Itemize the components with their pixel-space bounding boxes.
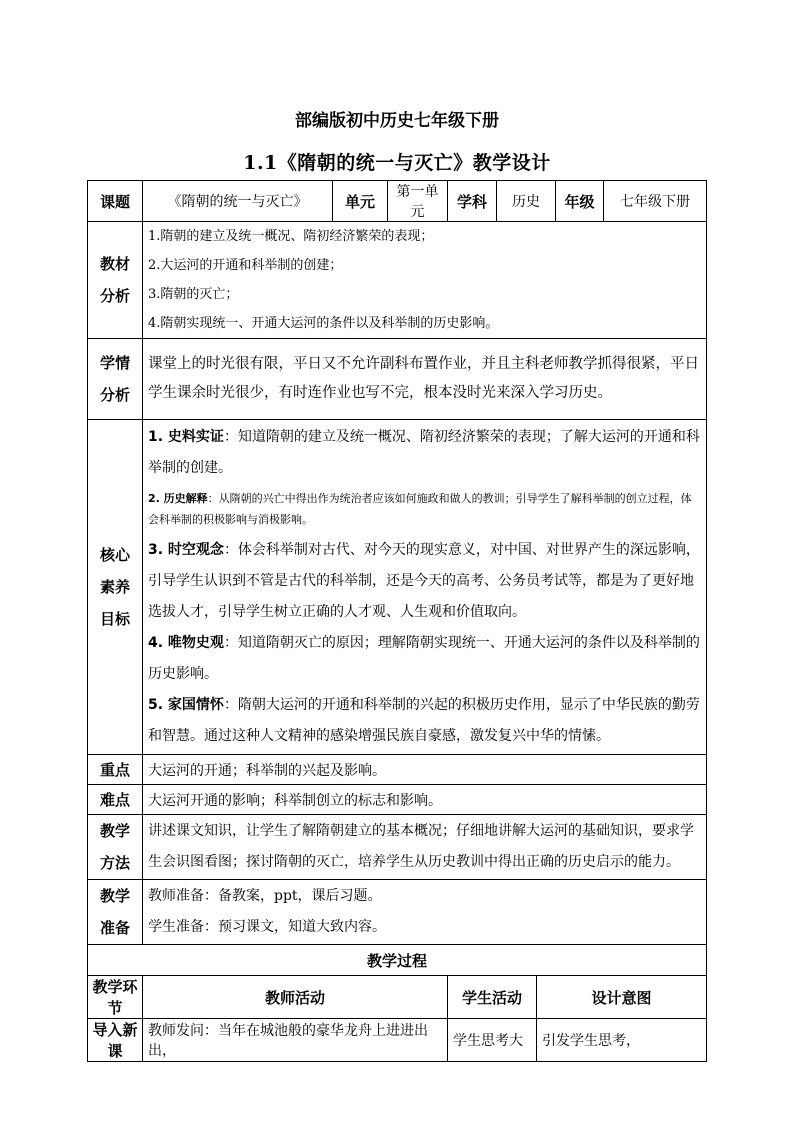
prep-content — [143, 880, 707, 945]
process-stage: 导入新课 — [88, 1019, 143, 1062]
process-row — [88, 1019, 707, 1062]
material-item: 4.隋朝实现统一、开通大运河的条件以及科举制的历史影响。 — [148, 316, 499, 331]
process-teacher-activity: 教师发问：当年在城池般的豪华龙舟上进进出出， — [143, 1019, 448, 1062]
process-title-row — [88, 945, 707, 976]
goal-item: 1. 史料实证：知道隋朝的建立及统一概况、隋初经济繁荣的表现；了解大运河的开通和科举制的创建。 — [148, 429, 700, 476]
process-header-stage: 教学环节 — [88, 976, 143, 1019]
process-header-teacher: 教师活动 — [143, 976, 448, 1019]
key-points-text: 大运河的开通；科举制的兴起及影响。 — [143, 755, 707, 785]
students-label: 学情 分析 — [88, 339, 143, 420]
process-header-intent: 设计意图 — [537, 976, 707, 1019]
students-text: 课堂上的时光很有限，平日又不允许副科布置作业，并且主科老师教学抓得很紧，平日学生课余时光很少，有时连作业也写不完，根本没时光来深入学习历史。 — [143, 339, 707, 420]
goals-label: 核心 素养 目标 — [88, 420, 143, 755]
grade-label: 年级 — [556, 181, 604, 222]
goals-content — [143, 420, 707, 755]
material-item: 1.隋朝的建立及统一概况、隋初经济繁荣的表现； — [148, 229, 434, 244]
process-header-student: 学生活动 — [448, 976, 537, 1019]
prep-label: 教学 准备 — [88, 880, 143, 945]
course-value: 《隋朝的统一与灭亡》 — [143, 181, 333, 222]
course-label: 课题 — [88, 181, 143, 222]
subject-label: 学科 — [448, 181, 497, 222]
material-label: 教材 分析 — [88, 222, 143, 339]
student-prep: 学生准备：预习课文，知道大致内容。 — [148, 919, 386, 935]
goal-item: 3. 时空观念：体会科举制对古代、对今天的现实意义，对中国、对世界产生的深远影响，引导学生认识到不管是古代的科举制，还是今天的高考、公务员考试等，都是为了更好地选拔人才，引导学生树立正确的人才观、人生观和价值取向。 — [148, 542, 700, 620]
unit-label: 单元 — [333, 181, 388, 222]
info-row — [88, 181, 707, 222]
document-subtitle: 1.1《隋朝的统一与灭亡》教学设计 — [243, 152, 551, 174]
key-points-row — [88, 755, 707, 785]
goals-row — [88, 420, 707, 755]
key-points-label: 重点 — [88, 755, 143, 785]
document-title: 部编版初中历史七年级下册 — [295, 111, 499, 131]
lesson-plan-table — [87, 180, 707, 1062]
goal-item: 5. 家国情怀：隋朝大运河的开通和科举制的兴起的积极历史作用，显示了中华民族的勤劳和智慧。通过这种人文精神的感染增强民族自豪感，激发复兴中华的情愫。 — [148, 697, 700, 744]
material-content — [143, 222, 707, 339]
method-label: 教学 方法 — [88, 815, 143, 880]
method-text: 讲述课文知识，让学生了解隋朝建立的基本概况；仔细地讲解大运河的基础知识，要求学生会识图看图；探讨隋朝的灭亡，培养学生从历史教训中得出正确的历史启示的能力。 — [143, 815, 707, 880]
material-item: 2.大运河的开通和科举制的创建； — [148, 258, 343, 273]
material-item: 3.隋朝的灭亡； — [148, 287, 239, 302]
subject-value: 历史 — [497, 181, 556, 222]
prep-row — [88, 880, 707, 945]
process-student-activity: 学生思考大 — [448, 1019, 537, 1062]
teacher-prep: 教师准备：备教案，ppt，课后习题。 — [148, 888, 382, 904]
goal-item: 4. 唯物史观：知道隋朝灭亡的原因；理解隋朝实现统一、开通大运河的条件以及科举制的历史影响。 — [148, 635, 700, 682]
difficulties-text: 大运河开通的影响；科举制创立的标志和影响。 — [143, 785, 707, 815]
process-header-row — [88, 976, 707, 1019]
difficulties-row — [88, 785, 707, 815]
material-row — [88, 222, 707, 339]
process-title: 教学过程 — [88, 945, 707, 976]
students-row — [88, 339, 707, 420]
unit-value: 第一单元 — [388, 181, 448, 222]
grade-value: 七年级下册 — [604, 181, 707, 222]
difficulties-label: 难点 — [88, 785, 143, 815]
method-row — [88, 815, 707, 880]
goal-item: 2. 历史解释：从隋朝的兴亡中得出作为统治者应该如何施政和做人的教训；引导学生了解科举制的创立过程，体会科举制的积极影响与消极影响。 — [148, 492, 692, 526]
process-intent: 引发学生思考， — [537, 1019, 707, 1062]
